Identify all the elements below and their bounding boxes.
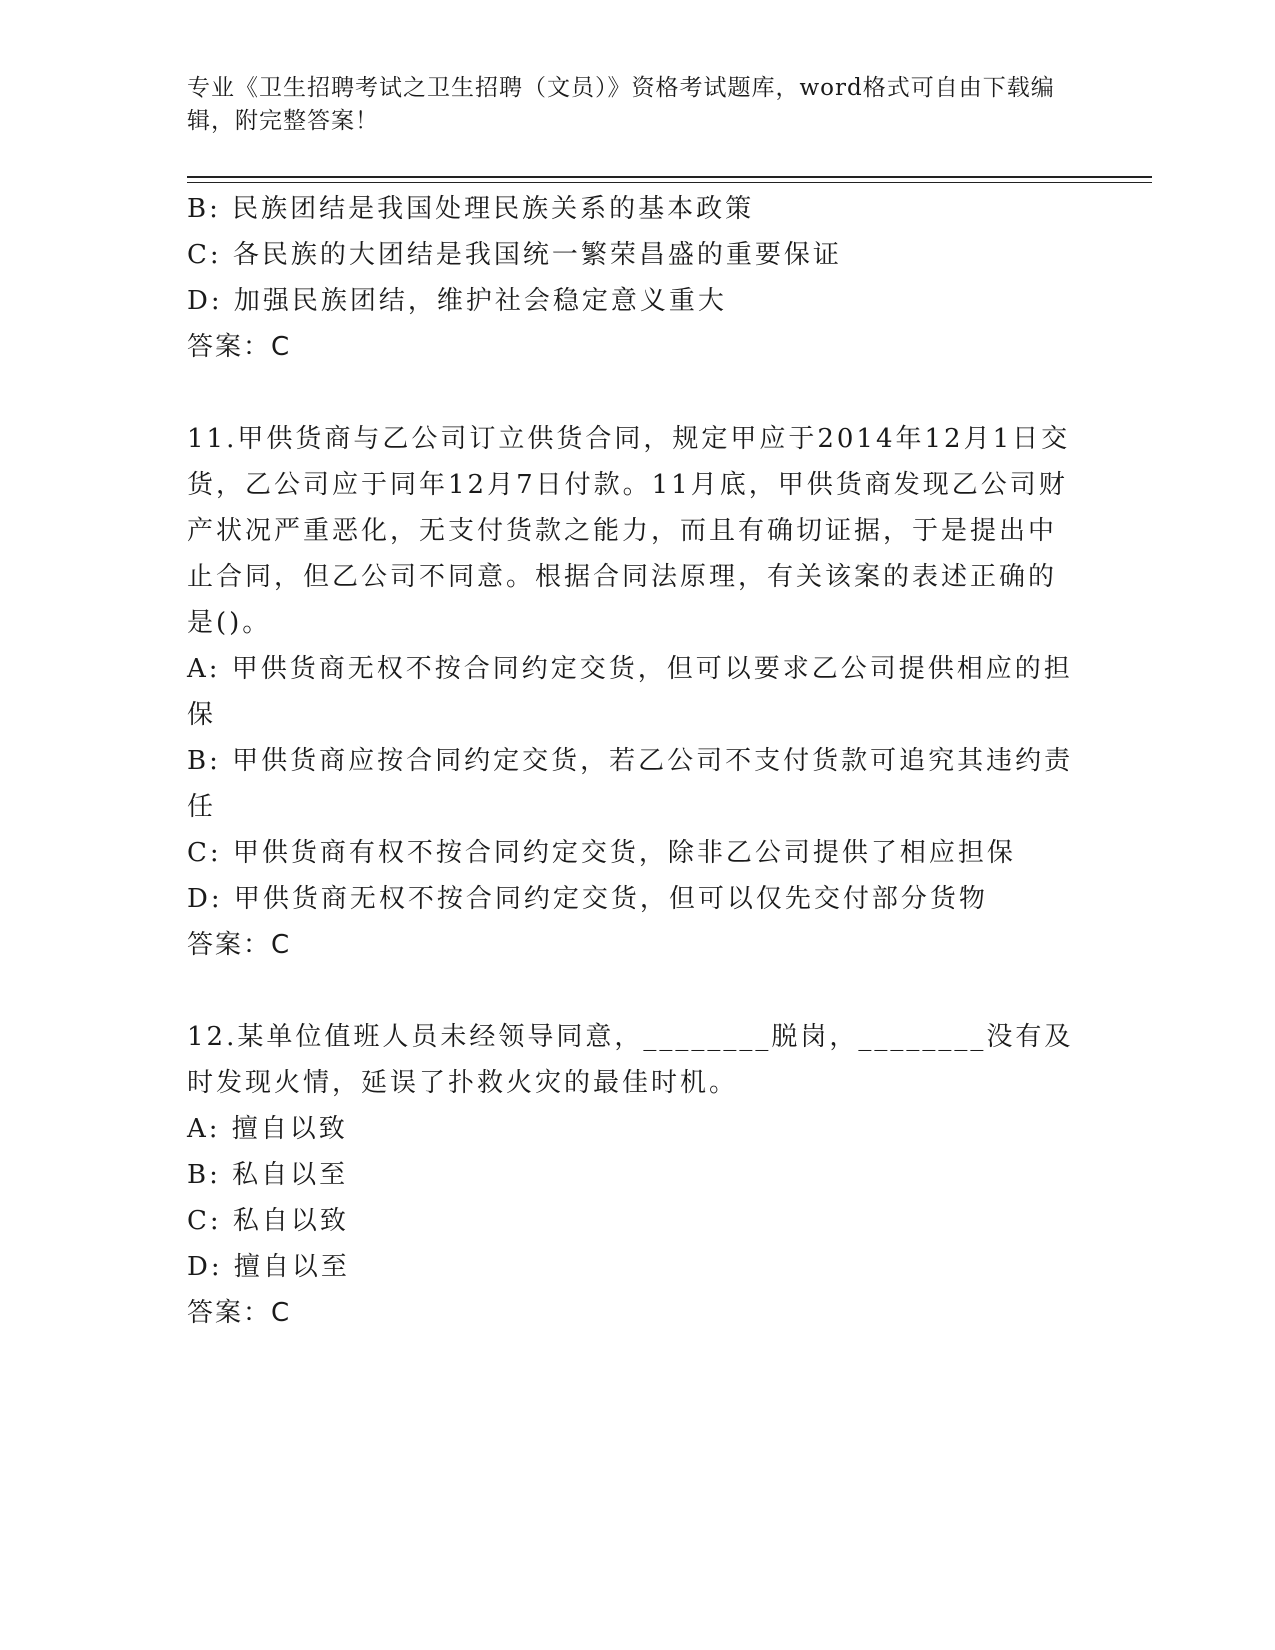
q10-option-b: B: 民族团结是我国处理民族关系的基本政策	[187, 194, 755, 224]
q11-option-d: D: 甲供货商无权不按合同约定交货，但可以仅先交付部分货物	[187, 884, 988, 914]
page-header: 专业《卫生招聘考试之卫生招聘（文员）》资格考试题库，word格式可自由下载编辑，附完整答案！	[187, 75, 1055, 134]
q12-option-c: C: 私自以致	[187, 1206, 349, 1236]
question-10-block	[187, 186, 1082, 370]
q12-option-b: B: 私自以至	[187, 1160, 349, 1190]
q10-answer: 答案：C	[187, 332, 292, 362]
q12-option-a: A: 擅自以致	[187, 1114, 348, 1144]
q11-stem: 11.甲供货商与乙公司订立供货合同，规定甲应于2014年12月1日交货，乙公司应于同年12月7日付款。11月底，甲供货商发现乙公司财产状况严重恶化，无支付货款之能力，而且有确切证据，于是提出中止合同，但乙公司不同意。根据合同法原理，有关该案的表述正确的是()。	[187, 424, 1071, 638]
q12-answer: 答案：C	[187, 1298, 292, 1328]
question-content	[187, 186, 1082, 1336]
spacer	[187, 370, 1082, 416]
q10-option-d: D: 加强民族团结，维护社会稳定意义重大	[187, 286, 727, 316]
q11-answer: 答案：C	[187, 930, 292, 960]
q11-option-a: A: 甲供货商无权不按合同约定交货，但可以要求乙公司提供相应的担保	[187, 654, 1073, 730]
q12-option-d: D: 擅自以至	[187, 1252, 350, 1282]
question-12-block	[187, 1014, 1082, 1336]
header-rule-thick	[187, 176, 1152, 178]
q11-option-b: B: 甲供货商应按合同约定交货，若乙公司不支付货款可追究其违约责任	[187, 746, 1074, 822]
spacer	[187, 968, 1082, 1014]
header-rule-thin	[187, 182, 1152, 183]
q11-option-c: C: 甲供货商有权不按合同约定交货，除非乙公司提供了相应担保	[187, 838, 1016, 868]
q10-option-c: C: 各民族的大团结是我国统一繁荣昌盛的重要保证	[187, 240, 842, 270]
question-11-block	[187, 416, 1082, 968]
q12-stem: 12.某单位值班人员未经领导同意，________脱岗，________没有及时发现火情，延误了扑救火灾的最佳时机。	[187, 1022, 1074, 1098]
